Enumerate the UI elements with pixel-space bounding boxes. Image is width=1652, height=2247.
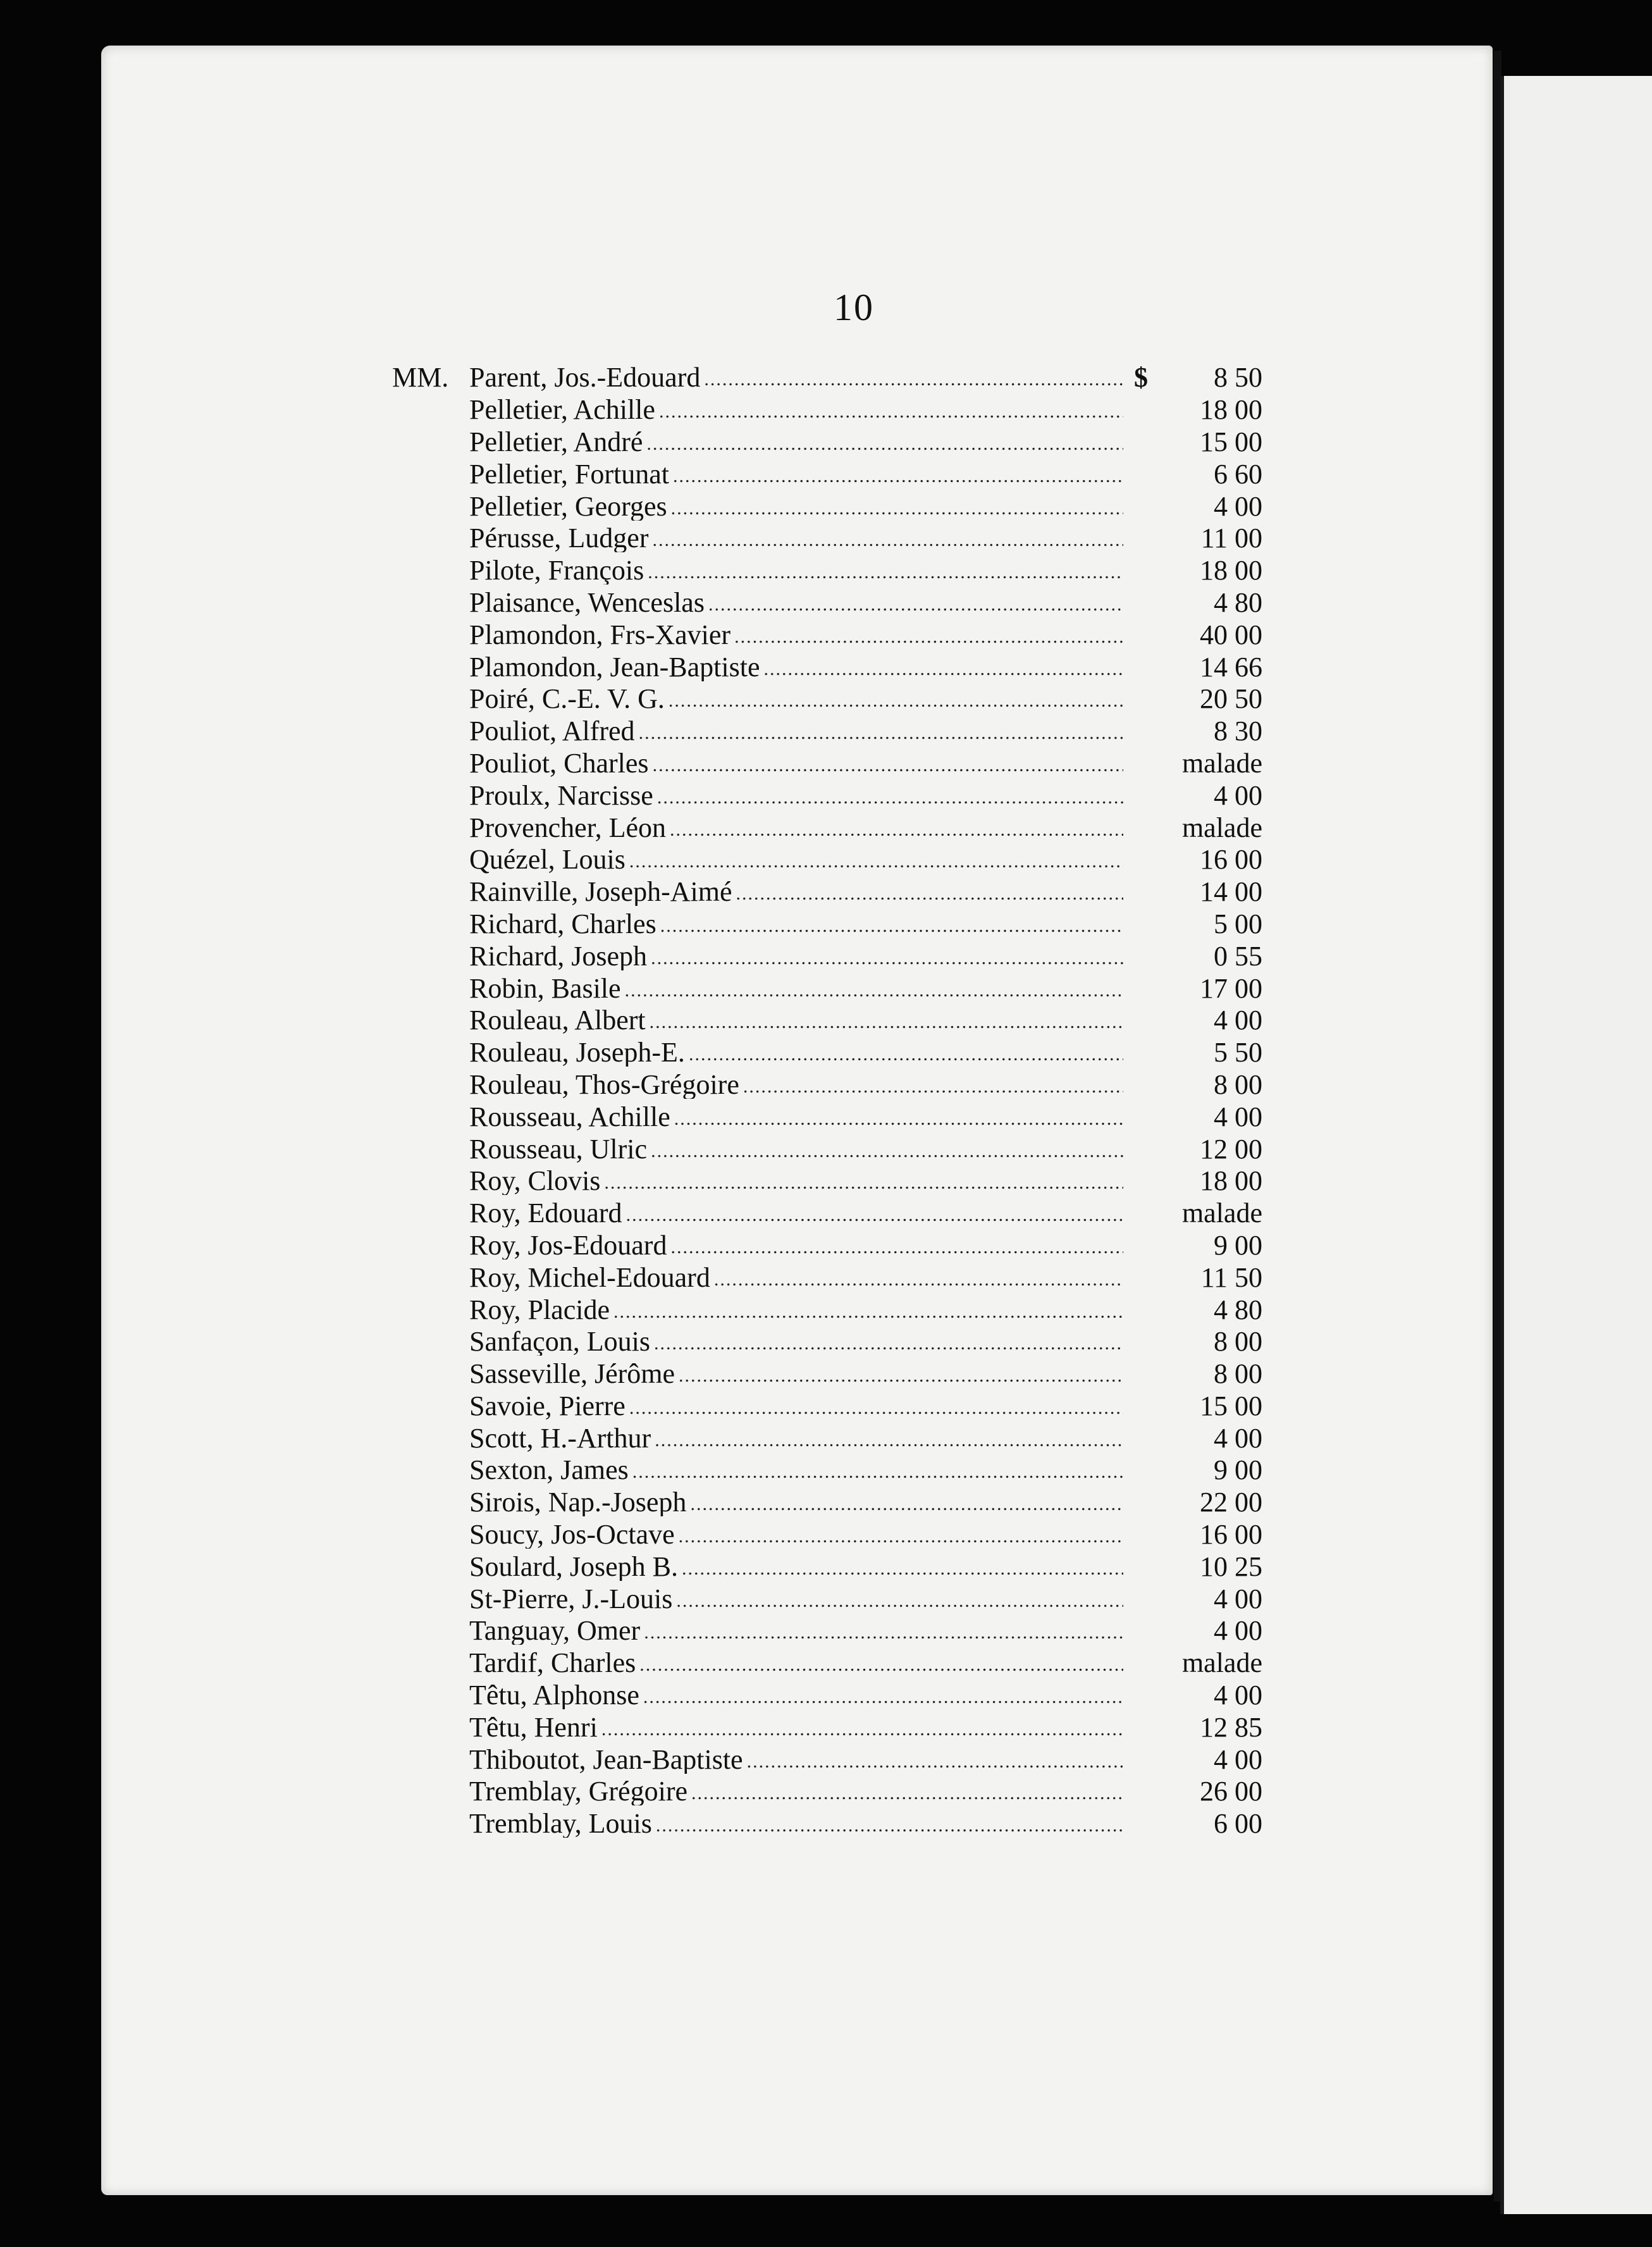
entry-amount: 10 25 [1200, 1551, 1262, 1582]
dot-leader [629, 1392, 1123, 1420]
dot-leader [625, 975, 1123, 1003]
entry-amount: 8 00 [1214, 1068, 1262, 1100]
dot-leader [639, 717, 1123, 745]
entry-name: Pouliot, Charles [469, 749, 649, 777]
entry-amount: 12 00 [1200, 1133, 1262, 1165]
list-item [392, 1647, 1265, 1680]
entry-name: Proulx, Narcisse [469, 781, 653, 810]
list-item [392, 1294, 1265, 1326]
entry-amount: 8 00 [1214, 1326, 1262, 1358]
currency-symbol: $ [1134, 362, 1148, 393]
list-item [392, 1776, 1265, 1808]
list-item [392, 748, 1265, 780]
entry-amount: 16 00 [1200, 844, 1262, 876]
list-item [392, 394, 1265, 426]
entry-name: Poiré, C.-E. V. G. [469, 685, 665, 714]
entry-name: Roy, Placide [469, 1296, 610, 1324]
list-item [392, 779, 1265, 812]
entry-name: Sirois, Nap.-Joseph [469, 1489, 687, 1517]
list-item [392, 1261, 1265, 1294]
list-item [392, 683, 1265, 715]
entry-amount: 26 00 [1200, 1776, 1262, 1807]
dot-leader [601, 1714, 1123, 1742]
dot-leader [639, 1649, 1123, 1677]
dot-leader [629, 846, 1123, 874]
entry-amount: 18 00 [1200, 555, 1262, 586]
entry-name: Tardif, Charles [469, 1649, 636, 1678]
dot-leader [690, 1489, 1123, 1516]
entry-name: Sexton, James [469, 1456, 629, 1485]
entry-name: Rainville, Joseph-Aimé [469, 878, 732, 907]
dot-leader [650, 1006, 1123, 1034]
entry-amount: 4 00 [1214, 1615, 1262, 1647]
entry-amount: 4 00 [1214, 1583, 1262, 1614]
dot-leader [734, 621, 1123, 649]
entry-amount: 8 50 [1214, 362, 1262, 393]
dot-leader [660, 910, 1123, 938]
list-item [392, 876, 1265, 908]
entry-amount: 4 00 [1214, 779, 1262, 811]
entry-amount: 18 00 [1200, 1165, 1262, 1197]
subscriber-list [392, 362, 1265, 1840]
list-item [392, 1808, 1265, 1840]
list-item [392, 844, 1265, 876]
dot-leader [673, 461, 1123, 488]
entry-name: Roy, Jos-Edouard [469, 1231, 667, 1260]
list-item [392, 1165, 1265, 1198]
entry-amount: 6 00 [1214, 1808, 1262, 1840]
facing-page-edge [1500, 76, 1652, 2214]
entry-amount: 4 80 [1214, 586, 1262, 618]
entry-name: Pilote, François [469, 557, 644, 585]
list-item [392, 1358, 1265, 1390]
list-item [392, 1390, 1265, 1423]
dot-leader [632, 1456, 1123, 1484]
list-item [392, 908, 1265, 941]
list-item [392, 972, 1265, 1005]
entry-name: Pérusse, Ludger [469, 524, 649, 553]
entry-name: Quézel, Louis [469, 846, 626, 874]
list-item [392, 1680, 1265, 1712]
dot-leader [736, 878, 1124, 906]
dot-leader [643, 1681, 1123, 1709]
entry-amount: 20 50 [1200, 683, 1262, 715]
entry-amount: 11 00 [1200, 523, 1262, 554]
dot-leader [626, 1199, 1123, 1227]
list-item [392, 587, 1265, 619]
entry-name: Têtu, Alphonse [469, 1681, 639, 1710]
dot-leader [654, 1328, 1123, 1356]
entry-name: Plamondon, Jean-Baptiste [469, 653, 760, 681]
entry-amount: 22 00 [1200, 1487, 1262, 1518]
list-item [392, 940, 1265, 972]
entry-amount: 9 00 [1214, 1229, 1262, 1261]
entry-name: Pelletier, Fortunat [469, 460, 669, 488]
entry-amount: 18 00 [1200, 394, 1262, 426]
entry-name: Tanguay, Omer [469, 1617, 641, 1645]
dot-leader [714, 1264, 1123, 1292]
entry-name: Rouleau, Albert [469, 1006, 646, 1035]
entry-name: Têtu, Henri [469, 1713, 598, 1742]
entry-name: Sanfaçon, Louis [469, 1328, 650, 1356]
dot-leader [679, 1521, 1123, 1549]
name-prefix: MM. [392, 362, 449, 393]
list-item [392, 1519, 1265, 1551]
dot-leader [674, 1103, 1123, 1131]
entry-name: Parent, Jos.-Edouard [469, 364, 701, 392]
dot-leader [651, 943, 1123, 970]
list-item [392, 1230, 1265, 1262]
list-item [392, 1454, 1265, 1487]
entry-name: Pelletier, André [469, 428, 643, 456]
entry-name: Roy, Clovis [469, 1167, 601, 1196]
entry-name: Scott, H.-Arthur [469, 1424, 651, 1452]
list-item [392, 1101, 1265, 1133]
list-item [392, 1422, 1265, 1454]
entry-amount: 14 00 [1200, 876, 1262, 908]
list-item [392, 715, 1265, 748]
list-item [392, 555, 1265, 587]
entry-name: Soucy, Jos-Octave [469, 1521, 675, 1549]
dot-leader [670, 814, 1123, 842]
dot-leader [671, 493, 1123, 521]
entry-amount: 4 00 [1214, 1101, 1262, 1132]
entry-name: Rouleau, Thos-Grégoire [469, 1070, 739, 1099]
list-item [392, 1198, 1265, 1230]
entry-amount: 0 55 [1214, 940, 1262, 972]
dot-leader [689, 1039, 1123, 1067]
list-item [392, 1037, 1265, 1069]
dot-leader [648, 557, 1123, 585]
dot-leader [691, 1778, 1123, 1805]
entry-amount: 15 00 [1200, 426, 1262, 457]
dot-leader [613, 1296, 1123, 1324]
entry-name: Pouliot, Alfred [469, 717, 635, 746]
entry-name: Rouleau, Joseph-E. [469, 1039, 685, 1067]
entry-amount: 4 00 [1214, 490, 1262, 522]
list-item [392, 1711, 1265, 1743]
entry-amount: 17 00 [1200, 972, 1262, 1004]
entry-amount: 5 00 [1214, 908, 1262, 939]
dot-leader [653, 524, 1124, 552]
entry-amount: malade [1181, 1198, 1262, 1229]
entry-name: Robin, Basile [469, 974, 621, 1003]
list-item [392, 1583, 1265, 1615]
entry-name: Richard, Joseph [469, 942, 648, 970]
entry-amount: 4 00 [1214, 1680, 1262, 1711]
list-item [392, 458, 1265, 490]
entry-name: Roy, Michel-Edouard [469, 1263, 710, 1292]
entry-amount: malade [1181, 812, 1262, 843]
entry-name: Sasseville, Jérôme [469, 1360, 675, 1389]
list-item [392, 1133, 1265, 1165]
entry-amount: 15 00 [1200, 1390, 1262, 1421]
entry-amount: 5 50 [1214, 1037, 1262, 1068]
list-item [392, 619, 1265, 651]
list-item [392, 362, 1265, 394]
dot-leader [743, 1071, 1123, 1099]
entry-name: Plamondon, Frs-Xavier [469, 621, 731, 649]
entry-name: Provencher, Léon [469, 814, 667, 842]
entry-amount: 40 00 [1200, 619, 1262, 650]
entry-amount: 6 60 [1214, 458, 1262, 490]
dot-leader [655, 1425, 1123, 1452]
page-number: 10 [834, 287, 874, 328]
entry-name: Rousseau, Ulric [469, 1135, 648, 1163]
entry-amount: 16 00 [1200, 1519, 1262, 1551]
entry-name: Plaisance, Wenceslas [469, 588, 705, 617]
entry-amount: 4 00 [1214, 1005, 1262, 1036]
dot-leader [646, 428, 1123, 456]
list-item [392, 523, 1265, 555]
dot-leader [653, 750, 1123, 777]
entry-amount: 14 66 [1200, 651, 1262, 683]
dot-leader [651, 1136, 1123, 1163]
dot-leader [704, 364, 1123, 392]
entry-name: Savoie, Pierre [469, 1392, 626, 1420]
list-item [392, 651, 1265, 683]
list-item [392, 1069, 1265, 1101]
entry-amount: 4 80 [1214, 1294, 1262, 1325]
entry-name: Richard, Charles [469, 910, 656, 938]
entry-amount: 8 00 [1214, 1358, 1262, 1390]
entry-name: Pelletier, Georges [469, 492, 667, 521]
dot-leader [676, 1585, 1123, 1613]
entry-amount: 8 30 [1214, 715, 1262, 747]
dot-leader [669, 685, 1123, 713]
entry-amount: 4 00 [1214, 1422, 1262, 1454]
list-item [392, 1551, 1265, 1583]
dot-leader [604, 1167, 1123, 1195]
dot-leader [659, 396, 1123, 424]
dot-leader [747, 1746, 1123, 1774]
list-item [392, 1005, 1265, 1037]
entry-name: Tremblay, Grégoire [469, 1778, 687, 1806]
entry-name: Tremblay, Louis [469, 1810, 652, 1838]
dot-leader [764, 653, 1124, 681]
list-item [392, 1487, 1265, 1519]
list-item [392, 1615, 1265, 1647]
dot-leader [682, 1553, 1123, 1581]
entry-amount: malade [1181, 747, 1262, 779]
list-item [392, 490, 1265, 523]
entry-amount: 12 85 [1200, 1711, 1262, 1743]
list-item [392, 1326, 1265, 1358]
entry-amount: 4 00 [1214, 1743, 1262, 1775]
entry-name: Roy, Edouard [469, 1199, 622, 1228]
entry-name: St-Pierre, J.-Louis [469, 1585, 673, 1613]
entry-amount: malade [1181, 1647, 1262, 1679]
dot-leader [670, 1232, 1123, 1260]
list-item [392, 426, 1265, 459]
dot-leader [656, 1810, 1123, 1838]
entry-name: Thiboutot, Jean-Baptiste [469, 1745, 743, 1774]
dot-leader [679, 1360, 1123, 1388]
entry-amount: 11 50 [1200, 1261, 1262, 1293]
entry-amount: 9 00 [1214, 1454, 1262, 1486]
entry-name: Soulard, Joseph B. [469, 1552, 678, 1581]
list-item [392, 812, 1265, 844]
entry-name: Rousseau, Achille [469, 1103, 670, 1131]
dot-leader [708, 589, 1123, 617]
dot-leader [644, 1617, 1123, 1645]
list-item [392, 1743, 1265, 1776]
entry-name: Pelletier, Achille [469, 396, 655, 424]
dot-leader [657, 782, 1123, 810]
